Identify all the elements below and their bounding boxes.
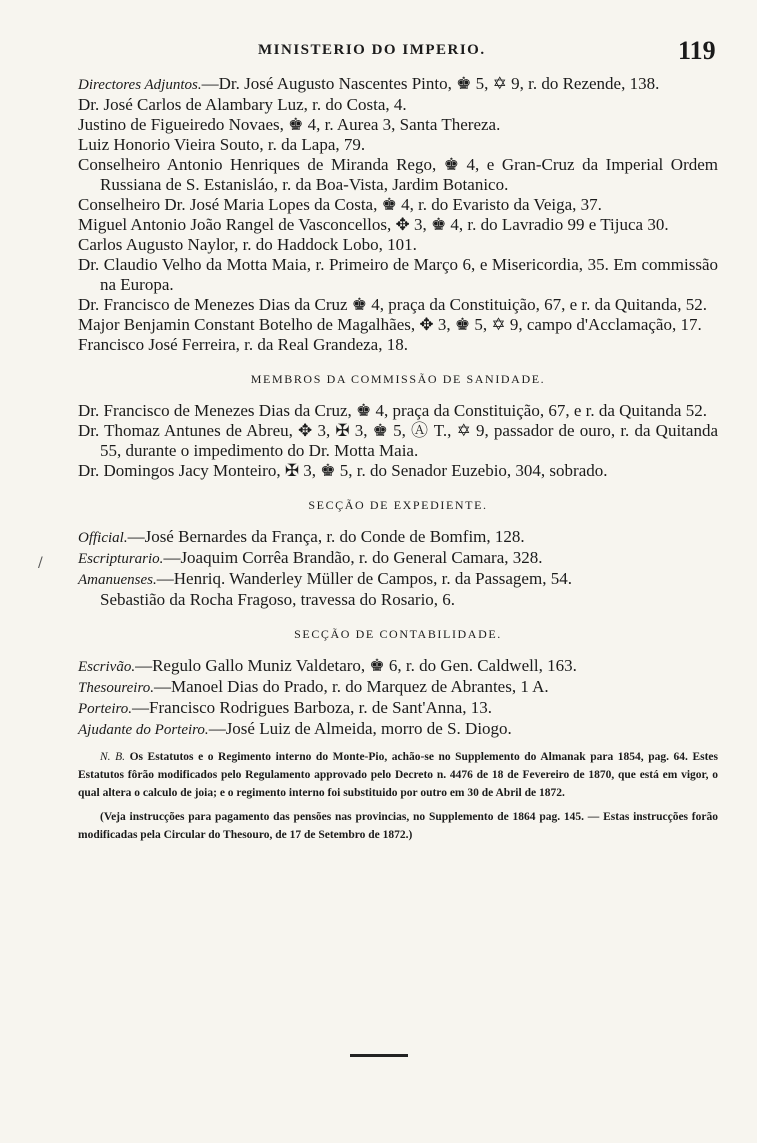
running-title: MINISTERIO DO IMPERIO. [258, 42, 486, 58]
list-item: Dr. Francisco de Menezes Dias da Cruz ♚ 4, praça da Constituição, 67, e r. da Quitanda, 52. [78, 295, 707, 314]
nb-label: N. B. [100, 751, 125, 763]
role-label: Escrivão. [78, 659, 136, 675]
spacer [78, 740, 718, 742]
list-item: Dr. Domingos Jacy Monteiro, ✠ 3, ♚ 5, r. do Senador Euzebio, 304, sobrado. [78, 461, 608, 480]
list-item: Major Benjamin Constant Botelho de Magalhães, ✥ 3, ♚ 5, ✡ 9, campo d'Acclamação, 17. [78, 315, 702, 334]
entry-text: Sebastião da Rocha Fragoso, travessa do Rosario, 6. [100, 590, 456, 609]
list-item [78, 569, 718, 590]
role-label: Ajudante do Porteiro. [78, 722, 209, 738]
list-item [78, 527, 718, 548]
list-item [78, 548, 718, 569]
entry-text: —Francisco Rodrigues Barboza, r. de Sant'Anna, 13. [132, 698, 493, 717]
directors-label: Directores Adjuntos. [78, 77, 202, 93]
nb-note [78, 748, 718, 802]
nb-text: Os Estatutos e o Regimento interno do Monte-Pio, achão-se no Supplemento do Almanak para 1854, pag. 64. Estes Estatutos fôrão modificados pelo Regulamento approvado pelo Decreto n. 4476 de 18 de Fevereiro de 1870, que está em vigor, o qual altera o calculo de joia; e o regimento interno foi substituido por outro em 30 de Abril de 1872. [78, 751, 719, 799]
list-item: Dr. Claudio Velho da Motta Maia, r. Primeiro de Março 6, e Misericordia, 35. Em commissão na Europa. [78, 255, 718, 294]
list-item: Dr. Thomaz Antunes de Abreu, ✥ 3, ✠ 3, ♚ 5, Ⓐ T., ✡ 9, passador de ouro, r. da Quitanda 55, durante o impedimento do Dr. Motta Maia. [78, 421, 718, 460]
role-label: Porteiro. [78, 701, 133, 717]
entry-text: —Henriq. Wanderley Müller de Campos, r. da Passagem, 54. [156, 569, 572, 588]
page-body [78, 74, 718, 844]
list-item: Justino de Figueiredo Novaes, ♚ 4, r. Aurea 3, Santa Thereza. [78, 115, 501, 134]
section-heading-sanidade: MEMBROS DA COMMISSÃO DE SANIDADE. [250, 372, 546, 386]
entry-text: —José Luiz de Almeida, morro de S. Diogo. [208, 719, 512, 738]
list-item: Francisco José Ferreira, r. da Real Grandeza, 18. [78, 335, 408, 354]
list-item [78, 677, 718, 698]
closing-rule [350, 1054, 408, 1057]
veja-note: (Veja instrucções para pagamento das pensões nas provincias, no Supplemento de 1864 pag. 145. — Estas instrucções forão modificadas pela Circular do Thesouro, de 17 de Setembro de 1872.) [78, 811, 718, 841]
entry-text: —José Bernardes da França, r. do Conde de Bomfim, 128. [127, 527, 525, 546]
directors-lead-entry [78, 74, 718, 95]
list-item: Miguel Antonio João Rangel de Vasconcellos, ✥ 3, ♚ 4, r. do Lavradio 99 e Tijuca 30. [78, 215, 669, 234]
page-header [0, 36, 757, 72]
role-label: Thesoureiro. [78, 680, 154, 696]
list-item: Conselheiro Dr. José Maria Lopes da Costa, ♚ 4, r. do Evaristo da Veiga, 37. [78, 195, 602, 214]
entry-text: —Manoel Dias do Prado, r. do Marquez de Abrantes, 1 A. [153, 677, 549, 696]
list-item: Luiz Honorio Vieira Souto, r. da Lapa, 79. [78, 135, 366, 154]
list-item: Dr. José Carlos de Alambary Luz, r. do Costa, 4. [78, 95, 407, 114]
list-item: Dr. Francisco de Menezes Dias da Cruz, ♚ 4, praça da Constituição, 67, e r. da Quitanda 52. [78, 401, 707, 420]
section-heading-expediente: SECÇÃO DE EXPEDIENTE. [308, 498, 488, 512]
list-item [78, 698, 718, 719]
list-item [78, 590, 718, 610]
list-item: Conselheiro Antonio Henriques de Miranda Rego, ♚ 4, e Gran-Cruz da Imperial Ordem Russiana de S. Estanisláo, r. da Boa-Vista, Jardim Botanico. [78, 155, 718, 194]
list-item: Carlos Augusto Naylor, r. do Haddock Lobo, 101. [78, 235, 417, 254]
margin-mark: / [38, 555, 43, 571]
entry-text: —Regulo Gallo Muniz Valdetaro, ♚ 6, r. do Gen. Caldwell, 163. [135, 656, 577, 675]
entry-text: —Joaquim Corrêa Brandão, r. do General Camara, 328. [163, 548, 543, 567]
role-label: Escripturario. [78, 551, 164, 567]
list-item [78, 656, 718, 677]
role-label: Amanuenses. [78, 572, 157, 588]
list-item [78, 719, 718, 740]
page-number: 119 [678, 36, 716, 65]
directors-lead-text: —Dr. José Augusto Nascentes Pinto, ♚ 5, ✡ 9, r. do Rezende, 138. [201, 74, 660, 93]
section-heading-contabilidade: SECÇÃO DE CONTABILIDADE. [294, 627, 502, 641]
role-label: Official. [78, 530, 128, 546]
